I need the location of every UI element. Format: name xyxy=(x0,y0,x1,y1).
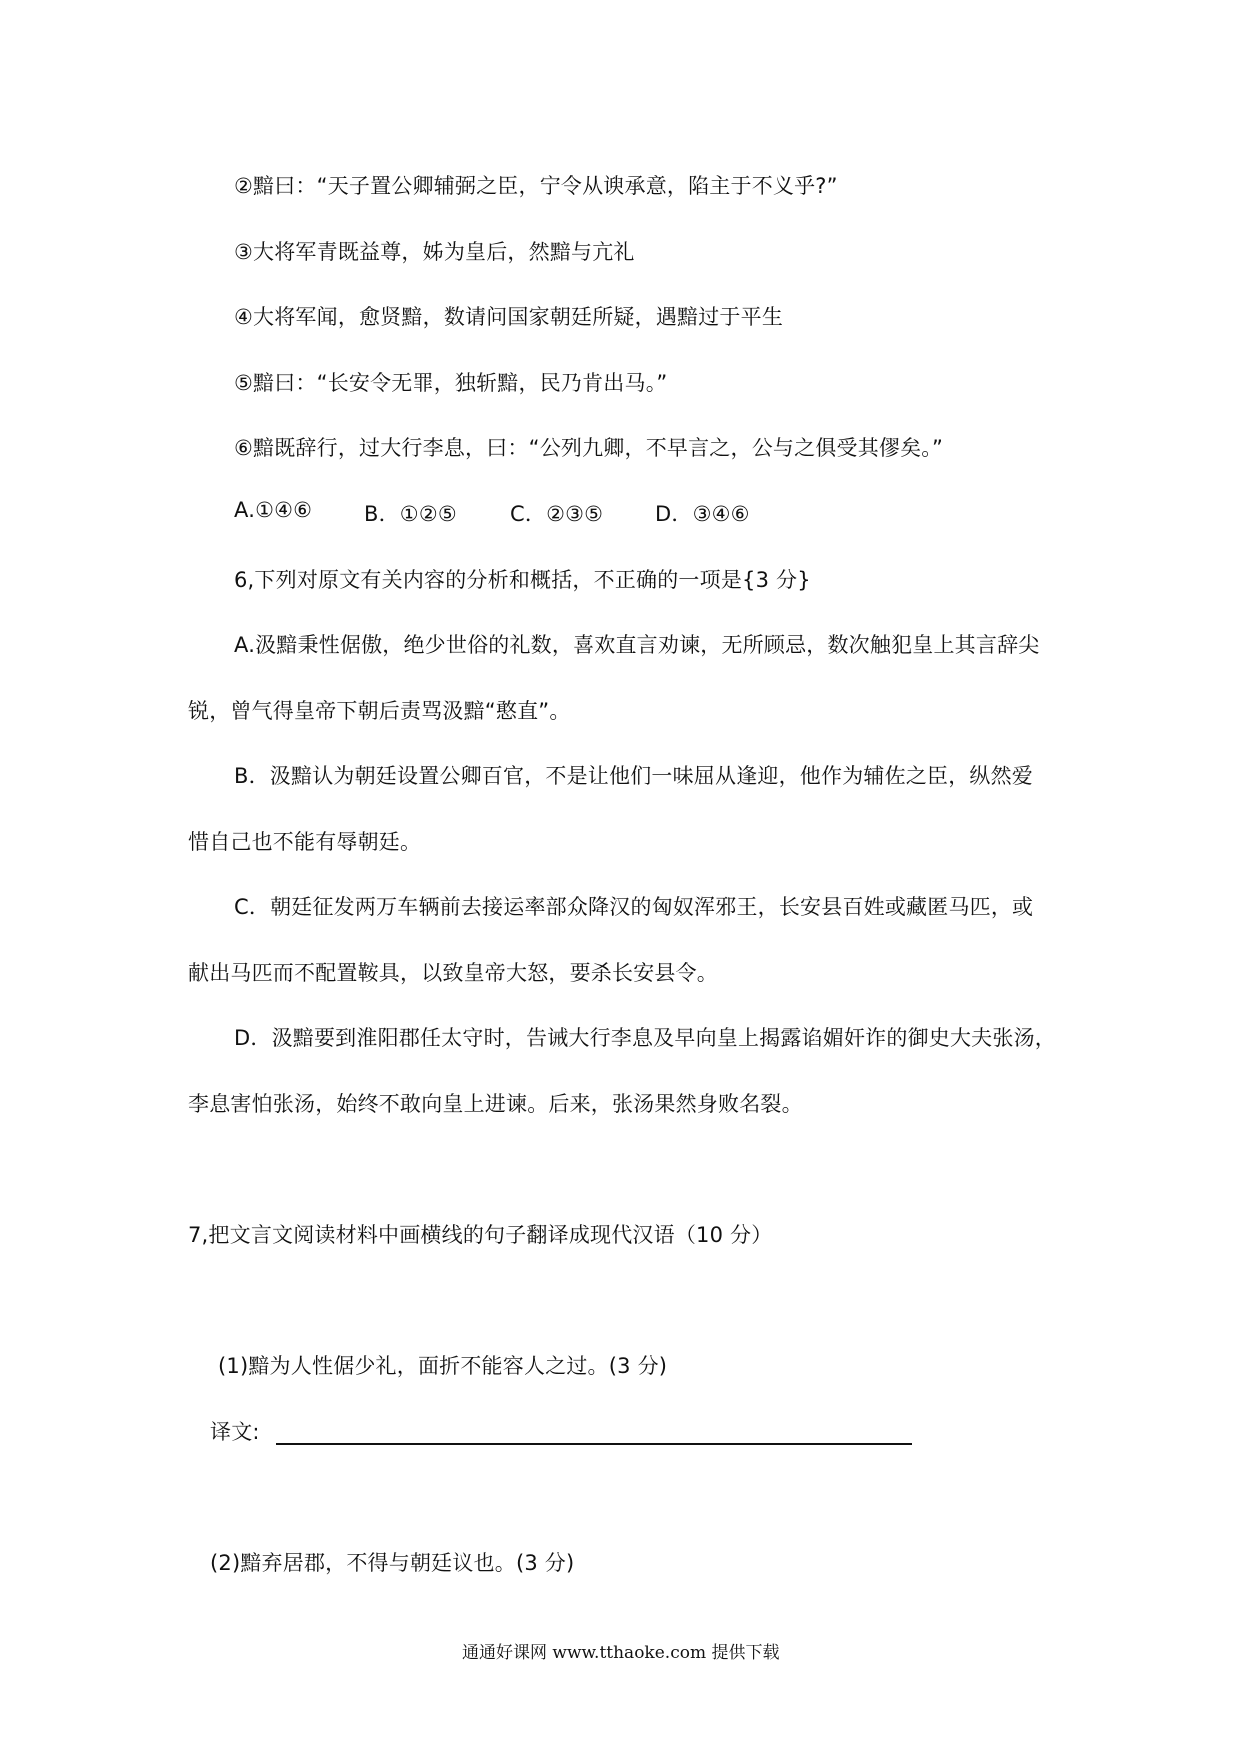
q5-option-b: B．①②⑤ xyxy=(364,502,457,526)
q5-item-3: ③大将军青既益尊，姊为皇后，然黯与亢礼 xyxy=(234,240,635,264)
q6-option-d-line2: 李息害怕张汤，始终不敢向皇上进谏。后来，张汤果然身败名裂。 xyxy=(188,1092,803,1116)
q6-option-b-line2: 惜自己也不能有辱朝廷。 xyxy=(188,830,422,854)
translation-label: 译文: xyxy=(210,1420,260,1444)
q5-option-a: A.①④⑥ xyxy=(234,498,313,522)
q6-option-c-line2: 献出马匹而不配置鞍具，以致皇帝大怒，要杀长安县令。 xyxy=(188,961,718,985)
q5-option-c: C．②③⑤ xyxy=(510,502,604,526)
q5-item-5: ⑤黯曰：“长安令无罪，独斩黯，民乃肯出马。” xyxy=(234,371,668,395)
q6-option-d-line1: D．汲黯要到淮阳郡任太守时，告诫大行李息及早向皇上揭露谄媚奸诈的御史大夫张汤， xyxy=(234,1026,1056,1050)
q6-stem: 6,下列对原文有关内容的分析和概括，不正确的一项是{3 分} xyxy=(234,568,811,592)
q5-item-6: ⑥黯既辞行，过大行李息，曰：“公列九卿，不早言之，公与之俱受其僇矣。” xyxy=(234,436,944,460)
q6-option-a-line1: A.汲黯秉性倨傲，绝少世俗的礼数，喜欢直言劝谏，无所顾忌，数次触犯皇上其言辞尖 xyxy=(234,633,1040,657)
q5-item-4: ④大将军闻，愈贤黯，数请问国家朝廷所疑，遇黯过于平生 xyxy=(234,305,784,329)
q6-option-c-line1: C．朝廷征发两万车辆前去接运率部众降汉的匈奴浑邪王，长安县百姓或藏匿马匹，或 xyxy=(234,895,1034,919)
q7-stem: 7,把文言文阅读材料中画横线的句子翻译成现代汉语（10 分） xyxy=(188,1223,773,1247)
q7-sentence-1: (1)黯为人性倨少礼，面折不能容人之过。(3 分) xyxy=(218,1354,668,1378)
page-footer: 通通好课网 www.tthaoke.com 提供下载 xyxy=(462,1643,780,1663)
translation-answer-line[interactable] xyxy=(276,1443,912,1445)
q5-item-2: ②黯曰：“天子置公卿辅弼之臣，宁令从谀承意，陷主于不义乎?” xyxy=(234,174,838,198)
q6-option-a-line2: 锐，曾气得皇帝下朝后责骂汲黯“憨直”。 xyxy=(188,699,571,723)
q5-option-d: D．③④⑥ xyxy=(655,502,750,526)
q7-sentence-2: (2)黯弃居郡，不得与朝廷议也。(3 分) xyxy=(210,1551,575,1575)
q6-option-b-line1: B．汲黯认为朝廷设置公卿百官，不是让他们一味屈从逢迎，他作为辅佐之臣，纵然爱 xyxy=(234,764,1034,788)
